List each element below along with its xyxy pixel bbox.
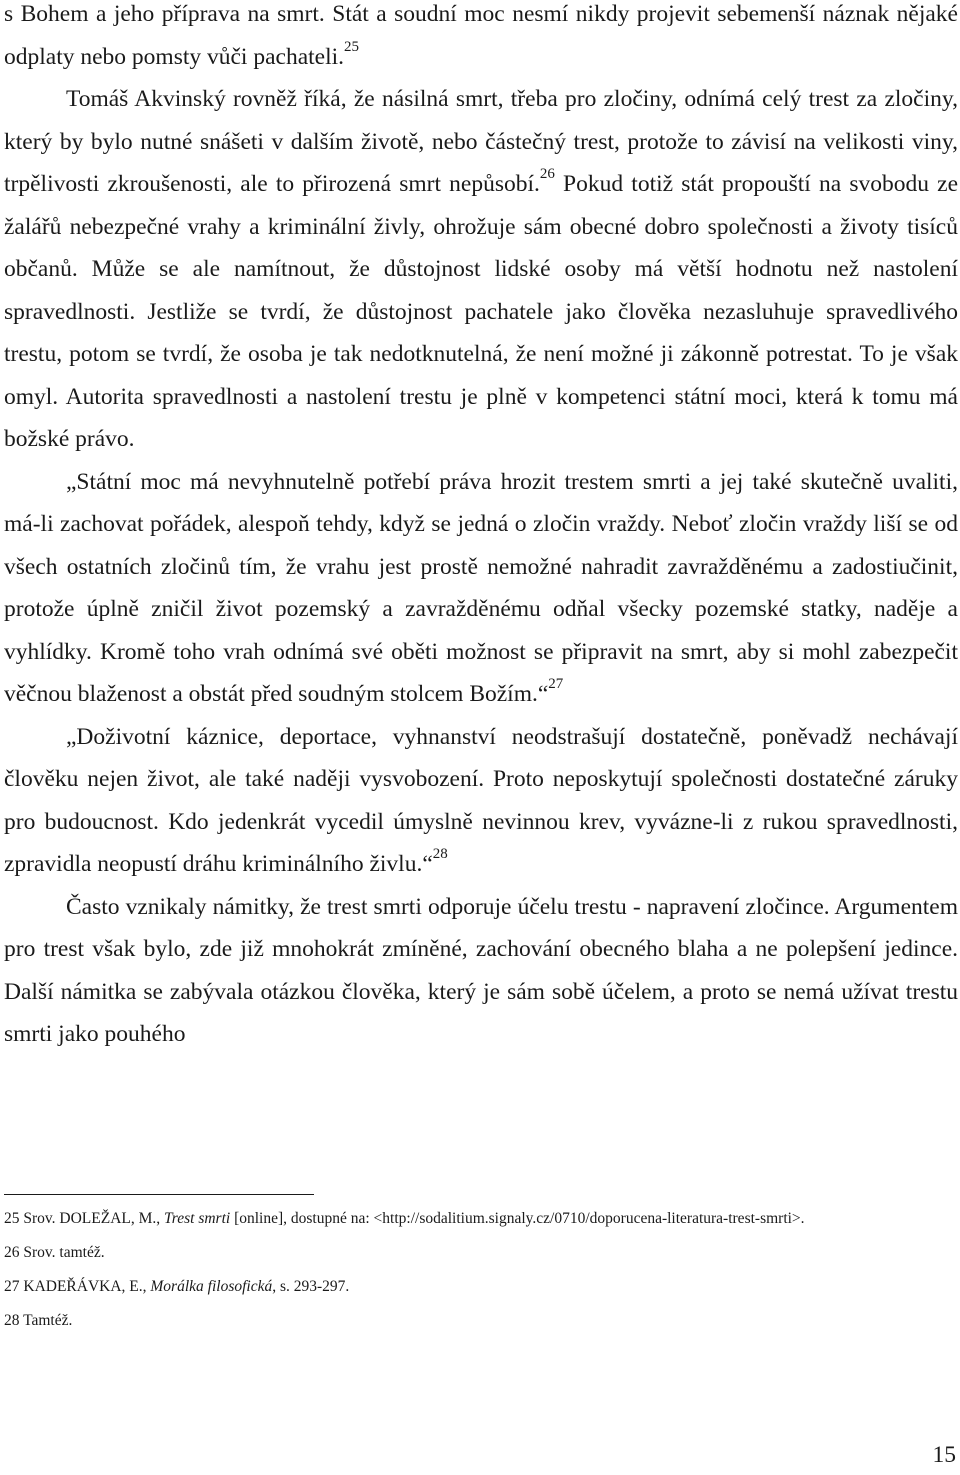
paragraph-text: Tomáš Akvinský rovněž říká, že násilná smrt, třeba pro zločiny, odnímá celý trest za zločiny, který by bylo nutné snášeti v dalším životě, nebo částečný trest, protože to závisí na velikosti viny, trpělivosti zkroušenosti, ale to přirozená smrt nepůsobí. [4,86,958,197]
quote-paragraph [4,716,958,886]
footnotes [4,1202,958,1338]
body-text [4,0,958,1056]
footnote-divider [4,1194,314,1195]
footnote-title: Trest smrti [164,1210,231,1227]
footnote-title: Morálka filosofická [150,1278,273,1295]
footnote-text: 25 Srov. DOLEŽAL, M., [4,1210,165,1227]
footnote-25 [4,1202,958,1236]
footnote-text: [online], dostupné na: <http://sodalitium.signaly.cz/0710/doporucena-literatura-trest-smrti>. [230,1210,805,1227]
quote-paragraph [4,461,958,716]
footnote-28: 28 Tamtéž. [4,1312,73,1329]
footnote-text: 27 KADEŘÁVKA, E., [4,1278,151,1295]
paragraph-text: Často vznikaly námitky, že trest smrti odporuje účelu trestu - napravení zločince. Argumentem pro trest však bylo, zde již mnohokrát zmíněné, zachování obecného blaha a ne polepšení jedince. Další námitka se zabývala otázkou člověka, který je sám sobě účelem, a proto se nemá užívat trestu smrti jako pouhého [4,893,958,1047]
footnote-ref: 25 [344,38,360,55]
paragraph-text: „Státní moc má nevyhnutelně potřebí práva hrozit trestem smrti a jej také skutečně uvaliti, má-li zachovat pořádek, alespoň tehdy, když se jedná o zločin vraždy. Neboť zločin vraždy liší se od všech ostatních zločinů tím, že vrahu jest prostě nemožné nahradit zavražděnému a zadostiučinit, protože úplně zničil život pozemský a zavražděnému odňal všecky pozemské statky, naděje a vyhlídky. Kromě toho vrah odnímá své oběti možnost se připravit na smrt, aby si mohl zabezpečit věčnou blaženost a obstát před soudným stolcem Božím.“ [4,468,958,707]
footnote-ref: 28 [432,846,448,863]
footnote-ref: 27 [548,676,564,693]
footnote-27 [4,1270,958,1304]
paragraph [4,0,958,78]
paragraph [4,886,958,1056]
footnote-text: , s. 293-297. [272,1278,350,1295]
footnote-26: 26 Srov. tamtéž. [4,1244,105,1261]
paragraph-text: s Bohem a jeho příprava na smrt. Stát a soudní moc nesmí nikdy projevit sebemenší náznak nějaké odplaty nebo pomsty vůči pachateli. [4,1,958,70]
footnote-ref: 26 [539,166,555,183]
paragraph-text: Pokud totiž stát propouští na svobodu ze žalářů nebezpečné vrahy a kriminální živly, ohrožuje sám obecné dobro společnosti a životy tisíců občanů. Může se ale namítnout, že důstojnost lidské osoby má větší hodnotu než nastolení spravedlnosti. Jestliže se tvrdí, že důstojnost pachatele jako člověka nezasluhuje spravedlivého trestu, potom se tvrdí, že osoba je tak nedotknutelná, že není možné ji zákonně potrestat. To je však omyl. Autorita spravedlnosti a nastolení trestu je plně v kompetenci státní moci, která k tomu má božské právo. [4,171,959,452]
page-number: 15 [932,1442,956,1468]
paragraph-text: „Doživotní káznice, deportace, vyhnanství neodstrašují dostatečně, poněvadž nechávají člověku nejen život, ale také naději vysvobození. Proto neposkytují společnosti dostatečné záruky pro budoucnost. Kdo jedenkrát vycedil úmyslně nevinnou krev, vyvázne-li z rukou spravedlnosti, zpravidla neopustí dráhu kriminálního živlu.“ [4,723,958,877]
paragraph [4,78,958,461]
